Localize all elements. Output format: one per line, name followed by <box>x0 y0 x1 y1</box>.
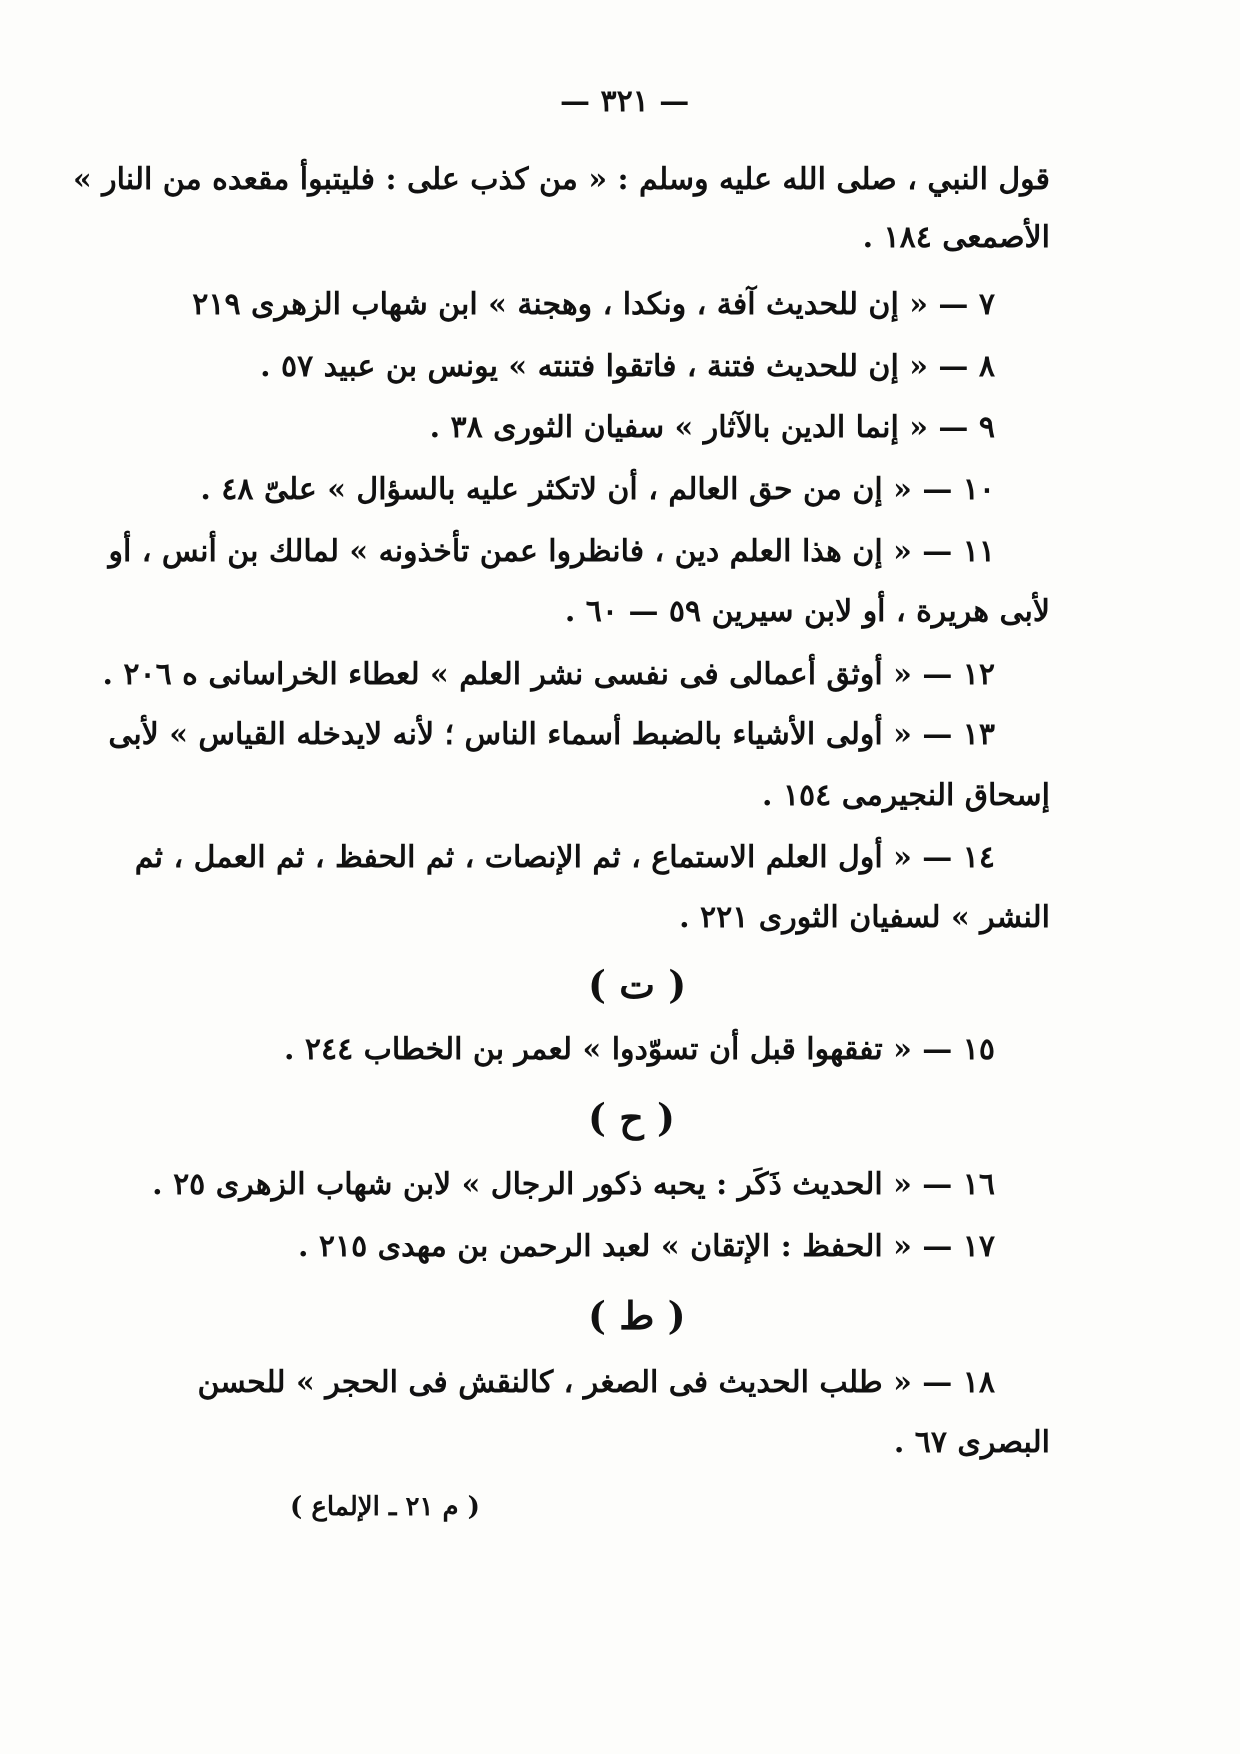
section-heading-ta: ( ت ) <box>588 962 687 1007</box>
entry-13-line-1: ١٣ — « أولى الأشياء بالضبط أسماء الناس ؛ لأنه لايدخله القياس » لأبى <box>108 717 995 752</box>
entry-15: ١٥ — « تفقهوا قبل أن تسوّدوا » لعمر بن الخطاب ٢٤٤ . <box>283 1032 995 1067</box>
section-heading-tta: ( ط ) <box>588 1293 686 1338</box>
entry-7: ٧ — « إن للحديث آفة ، ونكدا ، وهجنة » ابن شهاب الزهرى ٢١٩ <box>192 287 995 322</box>
entry-10: ١٠ — « إن من حق العالم ، أن لاتكثر عليه بالسؤال » علىّ ٤٨ . <box>200 472 995 507</box>
entry-17: ١٧ — « الحفظ : الإتقان » لعبد الرحمن بن مهدى ٢١٥ . <box>297 1229 995 1264</box>
entry-16: ١٦ — « الحديث ذَكَر : يحبه ذكور الرجال » لابن شهاب الزهرى ٢٥ . <box>152 1167 995 1202</box>
entry-13-line-2: إسحاق النجيرمى ١٥٤ . <box>762 778 1050 813</box>
entry-14-line-2: النشر » لسفيان الثورى ٢٢١ . <box>679 900 1050 935</box>
text-line-1: قول النبي ، صلى الله عليه وسلم : « من كذب على : فليتبوأ مقعده من النار » <box>72 162 1050 197</box>
entry-14-line-1: ١٤ — « أول العلم الاستماع ، ثم الإنصات ، ثم الحفظ ، ثم العمل ، ثم <box>134 840 995 875</box>
page-number: — ٣٢١ — <box>560 84 690 119</box>
section-heading-ha: ( ح ) <box>588 1095 675 1140</box>
entry-18-line-1: ١٨ — « طلب الحديث فى الصغر ، كالنقش فى الحجر » للحسن <box>197 1365 995 1400</box>
entry-8: ٨ — « إن للحديث فتنة ، فاتقوا فتنته » يونس بن عبيد ٥٧ . <box>260 349 995 384</box>
entry-9: ٩ — « إنما الدين بالآثار » سفيان الثورى ٣٨ . <box>429 410 995 445</box>
entry-11-line-2: لأبى هريرة ، أو لابن سيرين ٥٩ — ٦٠ . <box>564 594 1050 629</box>
text-line-2: الأصمعى ١٨٤ . <box>862 220 1050 255</box>
entry-12: ١٢ — « أوثق أعمالى فى نفسى نشر العلم » لعطاء الخراسانى ه ٢٠٦ . <box>102 657 995 692</box>
entry-11-line-1: ١١ — « إن هذا العلم دين ، فانظروا عمن تأخذونه » لمالك بن أنس ، أو <box>108 534 995 569</box>
entry-18-line-2: البصرى ٦٧ . <box>893 1425 1050 1460</box>
footer-signature: ( م ٢١ ـ الإلماع ) <box>290 1492 480 1522</box>
